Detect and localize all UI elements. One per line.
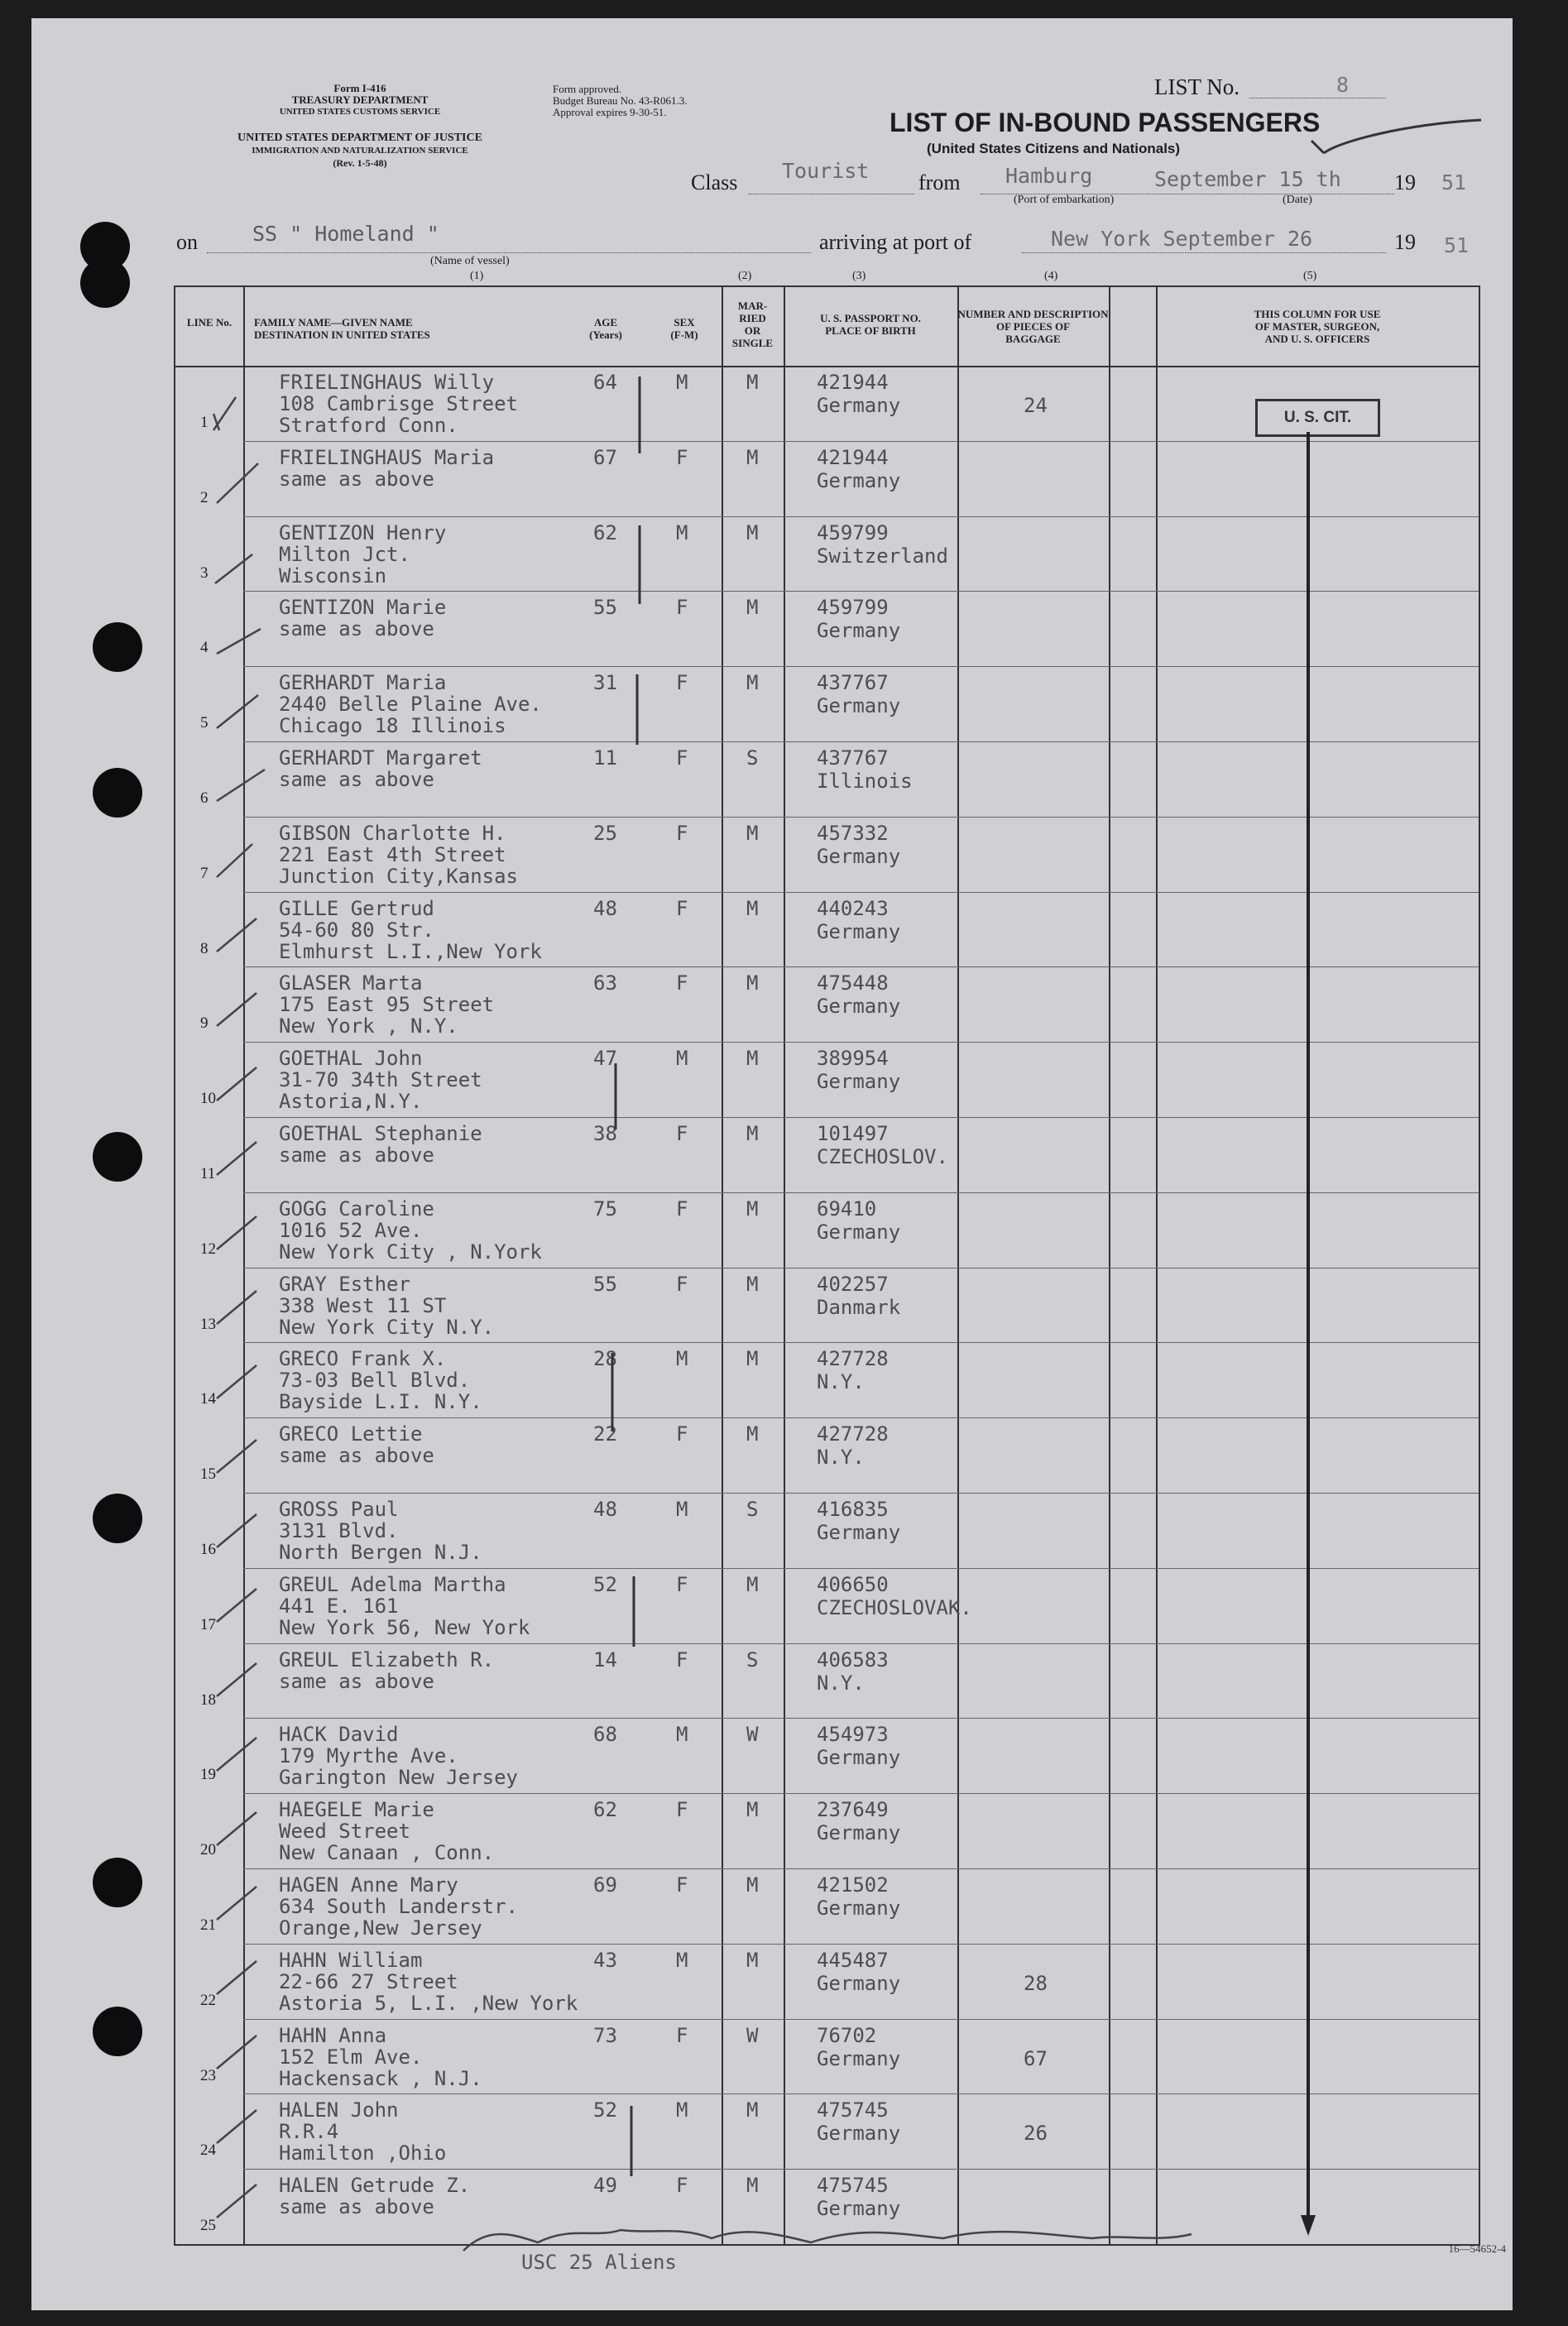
marital-status: M — [746, 1572, 759, 1596]
line-number: 19 — [200, 1766, 216, 1784]
col-married: MAR- RIED OR SINGLE — [731, 300, 774, 349]
passenger-age: 38 — [593, 1122, 617, 1145]
line-number: 17 — [200, 1615, 216, 1633]
place-of-birth: Switzerland — [817, 544, 948, 568]
passenger-sex: M — [676, 1723, 688, 1747]
passenger-sex: F — [676, 1122, 688, 1145]
from-label: from — [918, 170, 961, 194]
passenger-age: 31 — [593, 671, 617, 695]
passenger-age: 62 — [593, 1798, 617, 1822]
passport-number: 406650 — [817, 1572, 889, 1596]
from-value: Hamburg — [1005, 164, 1093, 188]
marital-status: M — [746, 1272, 759, 1296]
passenger-name: GENTIZON Henry — [279, 520, 447, 544]
line-number: 1 — [200, 414, 209, 431]
vessel-caption: (Name of vessel) — [430, 255, 510, 267]
arrival-year-prefix: 19 — [1394, 230, 1416, 254]
line-number: 12 — [200, 1240, 216, 1258]
on-label: on — [176, 230, 198, 254]
passenger-sex: F — [676, 671, 688, 695]
place-of-birth: CZECHOSLOV. — [817, 1145, 948, 1168]
marital-status: M — [746, 1347, 759, 1371]
passenger-age: 49 — [593, 2174, 617, 2198]
marital-status: M — [746, 1422, 759, 1446]
marital-status: M — [746, 1948, 759, 1972]
marital-status: M — [746, 445, 759, 469]
passenger-name: GERHARDT Margaret — [279, 746, 482, 770]
passenger-sex: F — [676, 821, 688, 845]
arrival-year-value: 51 — [1444, 233, 1470, 257]
passport-number: 454973 — [817, 1723, 889, 1747]
passenger-name: GOGG Caroline — [279, 1197, 434, 1221]
place-of-birth: Germany — [817, 995, 901, 1019]
passenger-address-1: 175 East 95 Street — [279, 993, 495, 1017]
marital-status: S — [746, 746, 759, 770]
col-line-no: LINE No. — [186, 316, 233, 329]
passenger-name: GERHARDT Maria — [279, 671, 447, 695]
place-of-birth: N.Y. — [817, 1446, 865, 1470]
passenger-sex: M — [676, 371, 688, 394]
line-number: 13 — [200, 1315, 216, 1333]
passenger-age: 68 — [593, 1723, 617, 1747]
line-number: 10 — [200, 1090, 216, 1108]
passenger-address-1: Milton Jct. — [279, 542, 410, 566]
place-of-birth: Germany — [817, 468, 901, 492]
year-value: 51 — [1441, 170, 1467, 194]
passport-number: 237649 — [817, 1798, 889, 1822]
passenger-name: HALEN John — [279, 2098, 399, 2122]
revision: (Rev. 1-5-48) — [333, 157, 387, 169]
place-of-birth: Germany — [817, 2046, 901, 2070]
passport-number: 76702 — [817, 2023, 877, 2047]
passport-number: 421944 — [817, 445, 889, 469]
passport-number: 402257 — [817, 1272, 889, 1296]
col-baggage: NUMBER AND DESCRIPTION OF PIECES OF BAGGAGE — [957, 308, 1109, 345]
us-citizen-stamp: U. S. CIT. — [1255, 399, 1380, 437]
place-of-birth: Germany — [817, 619, 901, 643]
passenger-age: 69 — [593, 1873, 617, 1897]
passenger-address-1: 634 South Landerstr. — [279, 1895, 518, 1918]
passenger-age: 64 — [593, 371, 617, 394]
passenger-address-1: 31-70 34th Street — [279, 1068, 482, 1092]
passenger-age: 25 — [593, 821, 617, 845]
marital-status: M — [746, 821, 759, 845]
passport-number: 416835 — [817, 1498, 889, 1521]
passport-number: 69410 — [817, 1197, 877, 1221]
place-of-birth: Germany — [817, 694, 901, 718]
class-value: Tourist — [782, 159, 870, 183]
marital-status: M — [746, 1798, 759, 1822]
line-number: 18 — [200, 1691, 216, 1709]
marital-status: M — [746, 596, 759, 620]
ins-service: IMMIGRATION AND NATURALIZATION SERVICE — [252, 146, 468, 156]
passenger-address-1: 221 East 4th Street — [279, 842, 506, 866]
passenger-name: GROSS Paul — [279, 1498, 399, 1521]
place-of-birth: Danmark — [817, 1295, 901, 1319]
passenger-name: FRIELINGHAUS Maria — [279, 445, 495, 469]
passenger-name: FRIELINGHAUS Willy — [279, 371, 495, 394]
col-num-4: (4) — [1044, 270, 1058, 282]
list-no-value: 8 — [1336, 73, 1350, 97]
line-number: 9 — [200, 1014, 209, 1033]
passenger-address-2: Elmhurst L.I.,New York — [279, 939, 542, 963]
passenger-address-2: Wisconsin — [279, 564, 387, 587]
passenger-address-2: New York City N.Y. — [279, 1315, 495, 1339]
passport-number: 421502 — [817, 1873, 889, 1897]
date-caption: (Date) — [1283, 194, 1312, 206]
passenger-age: 52 — [593, 2098, 617, 2122]
passport-number: 445487 — [817, 1948, 889, 1972]
passenger-name: GOETHAL Stephanie — [279, 1122, 482, 1145]
passenger-address-1: R.R.4 — [279, 2120, 339, 2144]
arrival-port-value: New York September 26 — [1051, 227, 1313, 251]
passenger-address-1: same as above — [279, 1669, 434, 1693]
line-number: 7 — [200, 864, 209, 882]
passenger-sex: M — [676, 2098, 688, 2122]
passenger-name: GREUL Adelma Martha — [279, 1572, 506, 1596]
page-subtitle: (United States Citizens and Nationals) — [927, 141, 1181, 156]
passenger-address-2: New Canaan , Conn. — [279, 1841, 495, 1865]
line-number: 3 — [200, 564, 209, 582]
passenger-address-1: Weed Street — [279, 1820, 410, 1844]
passenger-sex: F — [676, 2174, 688, 2198]
passenger-sex: F — [676, 971, 688, 995]
passenger-age: 28 — [593, 1347, 617, 1371]
passenger-address-2: Chicago 18 Illinois — [279, 714, 506, 738]
line-number: 22 — [200, 1991, 216, 2009]
passport-number: 457332 — [817, 821, 889, 845]
line-number: 23 — [200, 2066, 216, 2084]
passenger-sex: F — [676, 1798, 688, 1822]
marital-status: M — [746, 1122, 759, 1145]
passenger-name: HACK David — [279, 1723, 399, 1747]
passenger-age: 52 — [593, 1572, 617, 1596]
passenger-address-2: New York , N.Y. — [279, 1014, 458, 1038]
passenger-name: GLASER Marta — [279, 971, 423, 995]
passenger-age: 63 — [593, 971, 617, 995]
col-age: AGE (Years) — [589, 316, 622, 341]
passenger-age: 48 — [593, 896, 617, 920]
passenger-name: HALEN Getrude Z. — [279, 2174, 471, 2198]
col-num-1: (1) — [470, 270, 484, 282]
date-value: September 15 th — [1154, 167, 1341, 191]
marital-status: S — [746, 1498, 759, 1521]
col-officers: THIS COLUMN FOR USE OF MASTER, SURGEON, AND U. S. OFFICERS — [1254, 308, 1381, 345]
place-of-birth: Illinois — [817, 770, 913, 793]
place-of-birth: N.Y. — [817, 1671, 865, 1695]
passenger-age: 14 — [593, 1647, 617, 1671]
place-of-birth: Germany — [817, 1821, 901, 1845]
marital-status: M — [746, 371, 759, 394]
col-passport: U. S. PASSPORT NO. PLACE OF BIRTH — [820, 312, 921, 337]
passenger-name: GRECO Lettie — [279, 1422, 423, 1446]
passenger-sex: F — [676, 896, 688, 920]
marital-status: M — [746, 2174, 759, 2198]
passport-number: 475745 — [817, 2098, 889, 2122]
page-title: LIST OF IN-BOUND PASSENGERS — [889, 108, 1321, 137]
baggage-count: 26 — [1024, 2122, 1048, 2146]
passport-number: 389954 — [817, 1047, 889, 1071]
passport-number: 437767 — [817, 746, 889, 770]
line-number: 21 — [200, 1916, 216, 1934]
passenger-age: 67 — [593, 445, 617, 469]
vessel-value: SS " Homeland " — [252, 222, 439, 246]
passenger-address-2: Astoria,N.Y. — [279, 1090, 423, 1114]
place-of-birth: Germany — [817, 1070, 901, 1094]
passport-number: 421944 — [817, 371, 889, 394]
line-number: 8 — [200, 939, 209, 957]
passenger-address-1: 179 Myrthe Ave. — [279, 1744, 458, 1768]
passenger-address-2: Astoria 5, L.I. ,New York — [279, 1991, 578, 2015]
line-number: 4 — [200, 639, 209, 657]
passenger-address-1: same as above — [279, 467, 434, 491]
place-of-birth: Germany — [817, 2122, 901, 2146]
list-no-label: LIST No. — [1154, 74, 1240, 99]
passenger-sex: F — [676, 596, 688, 620]
passenger-address-2: Junction City,Kansas — [279, 864, 518, 888]
class-label: Class — [691, 170, 738, 194]
line-number: 24 — [200, 2141, 216, 2160]
passenger-address-1: 108 Cambrisge Street — [279, 392, 518, 415]
approval-expiry: Approval expires 9-30-51. — [553, 106, 667, 118]
line-number: 15 — [200, 1465, 216, 1484]
passenger-address-2: Stratford Conn. — [279, 414, 458, 437]
passenger-name: HAHN Anna — [279, 2023, 387, 2047]
place-of-birth: Germany — [817, 1971, 901, 1995]
line-number: 2 — [200, 488, 209, 506]
passport-number: 406583 — [817, 1647, 889, 1671]
place-of-birth: Germany — [817, 2197, 901, 2221]
passenger-sex: F — [676, 746, 688, 770]
line-number: 5 — [200, 714, 209, 732]
marital-status: M — [746, 971, 759, 995]
passenger-address-1: 22-66 27 Street — [279, 1969, 458, 1993]
passport-number: 101497 — [817, 1122, 889, 1145]
line-number: 14 — [200, 1390, 216, 1408]
passenger-address-1: 441 E. 161 — [279, 1594, 399, 1618]
col-num-2: (2) — [738, 270, 752, 282]
passenger-sex: M — [676, 1498, 688, 1521]
passport-number: 437767 — [817, 671, 889, 695]
place-of-birth: CZECHOSLOVAK. — [817, 1595, 972, 1619]
passenger-name: GRECO Frank X. — [279, 1347, 447, 1371]
passenger-age: 47 — [593, 1047, 617, 1071]
passenger-address-1: same as above — [279, 617, 434, 641]
passenger-address-1: same as above — [279, 1144, 434, 1167]
line-number: 11 — [200, 1165, 216, 1182]
passenger-address-1: 152 Elm Ave. — [279, 2045, 423, 2069]
passenger-address-1: 54-60 80 Str. — [279, 918, 434, 942]
marital-status: M — [746, 520, 759, 544]
passenger-sex: M — [676, 520, 688, 544]
col-sex: SEX (F-M) — [670, 316, 698, 341]
passenger-address-2: Orange,New Jersey — [279, 1916, 482, 1940]
passport-number: 475745 — [817, 2174, 889, 2198]
passenger-name: HAGEN Anne Mary — [279, 1873, 458, 1897]
baggage-count: 28 — [1024, 1971, 1048, 1995]
passenger-address-2: North Bergen N.J. — [279, 1541, 482, 1564]
marital-status: W — [746, 2023, 759, 2047]
baggage-count: 24 — [1024, 394, 1048, 417]
passenger-address-1: same as above — [279, 768, 434, 791]
marital-status: S — [746, 1647, 759, 1671]
line-number: 20 — [200, 1841, 216, 1859]
passenger-sex: F — [676, 1422, 688, 1446]
passenger-address-2: New York 56, New York — [279, 1615, 530, 1639]
col-name: FAMILY NAME—GIVEN NAME DESTINATION IN UNITED STATES — [254, 316, 430, 341]
passenger-address-2: Hackensack , N.J. — [279, 2066, 482, 2090]
passport-number: 459799 — [817, 596, 889, 620]
place-of-birth: Germany — [817, 919, 901, 943]
baggage-count: 67 — [1024, 2046, 1048, 2070]
place-of-birth: Germany — [817, 394, 901, 417]
place-of-birth: Germany — [817, 1746, 901, 1770]
arriving-label: arriving at port of — [819, 230, 972, 254]
passenger-sex: F — [676, 1572, 688, 1596]
line-number: 16 — [200, 1541, 216, 1558]
passenger-address-1: same as above — [279, 2195, 434, 2219]
passenger-age: 62 — [593, 520, 617, 544]
passenger-age: 73 — [593, 2023, 617, 2047]
passport-number: 427728 — [817, 1347, 889, 1371]
passenger-address-1: 2440 Belle Plaine Ave. — [279, 693, 542, 717]
marital-status: M — [746, 896, 759, 920]
passenger-sex: F — [676, 1197, 688, 1221]
marital-status: M — [746, 671, 759, 695]
col-num-3: (3) — [852, 270, 866, 282]
passenger-address-2: New York City , N.York — [279, 1240, 542, 1264]
form-code: 16—54652-4 — [1448, 2242, 1506, 2255]
passenger-age: 55 — [593, 596, 617, 620]
passenger-sex: M — [676, 1047, 688, 1071]
usc-aliens-summary: USC 25 Aliens — [521, 2251, 677, 2274]
marital-status: M — [746, 2098, 759, 2122]
form-number: Form I-416 — [333, 82, 386, 94]
passport-number: 440243 — [817, 896, 889, 920]
treasury-dept: TREASURY DEPARTMENT — [291, 94, 429, 106]
passenger-sex: F — [676, 1647, 688, 1671]
passenger-age: 75 — [593, 1197, 617, 1221]
place-of-birth: Germany — [817, 1897, 901, 1920]
budget-bureau: Budget Bureau No. 43-R061.3. — [553, 94, 688, 107]
passenger-name: GIBSON Charlotte H. — [279, 821, 506, 845]
place-of-birth: Germany — [817, 1220, 901, 1244]
passenger-name: GENTIZON Marie — [279, 596, 447, 620]
marital-status: W — [746, 1723, 759, 1747]
marital-status: M — [746, 1047, 759, 1071]
place-of-birth: Germany — [817, 1521, 901, 1544]
place-of-birth: Germany — [817, 844, 901, 868]
passenger-name: GRAY Esther — [279, 1272, 410, 1296]
justice-dept: UNITED STATES DEPARTMENT OF JUSTICE — [237, 132, 482, 144]
passenger-age: 11 — [593, 746, 617, 770]
passenger-address-1: 1016 52 Ave. — [279, 1218, 423, 1242]
passport-number: 475448 — [817, 971, 889, 995]
passenger-address-1: 73-03 Bell Blvd. — [279, 1369, 471, 1393]
passenger-sex: F — [676, 2023, 688, 2047]
passenger-name: GREUL Elizabeth R. — [279, 1647, 495, 1671]
line-number: 25 — [200, 2217, 216, 2235]
passenger-age: 43 — [593, 1948, 617, 1972]
marital-status: M — [746, 1873, 759, 1897]
year-prefix: 19 — [1394, 170, 1416, 194]
passenger-address-2: Hamilton ,Ohio — [279, 2141, 447, 2165]
passenger-age: 48 — [593, 1498, 617, 1521]
passenger-sex: F — [676, 445, 688, 469]
passenger-sex: M — [676, 1948, 688, 1972]
passenger-address-2: Garington New Jersey — [279, 1766, 518, 1790]
place-of-birth: N.Y. — [817, 1370, 865, 1394]
passenger-sex: M — [676, 1347, 688, 1371]
line-number: 6 — [200, 789, 209, 807]
col-num-5: (5) — [1303, 270, 1317, 282]
passenger-sex: F — [676, 1272, 688, 1296]
customs-service: UNITED STATES CUSTOMS SERVICE — [279, 107, 441, 117]
passport-number: 427728 — [817, 1422, 889, 1446]
passenger-address-2: Bayside L.I. N.Y. — [279, 1390, 482, 1414]
passenger-name: HAHN William — [279, 1948, 423, 1972]
port-emb-caption: (Port of embarkation) — [1014, 194, 1115, 206]
passenger-sex: F — [676, 1873, 688, 1897]
passenger-age: 22 — [593, 1422, 617, 1446]
passenger-address-1: 338 West 11 ST — [279, 1293, 447, 1317]
passenger-address-1: 3131 Blvd. — [279, 1519, 399, 1542]
marital-status: M — [746, 1197, 759, 1221]
passenger-age: 55 — [593, 1272, 617, 1296]
passenger-name: HAEGELE Marie — [279, 1798, 434, 1822]
passenger-name: GOETHAL John — [279, 1047, 423, 1071]
form-approved: Form approved. — [553, 83, 622, 95]
passenger-name: GILLE Gertrud — [279, 896, 434, 920]
passenger-address-1: same as above — [279, 1444, 434, 1468]
passport-number: 459799 — [817, 520, 889, 544]
